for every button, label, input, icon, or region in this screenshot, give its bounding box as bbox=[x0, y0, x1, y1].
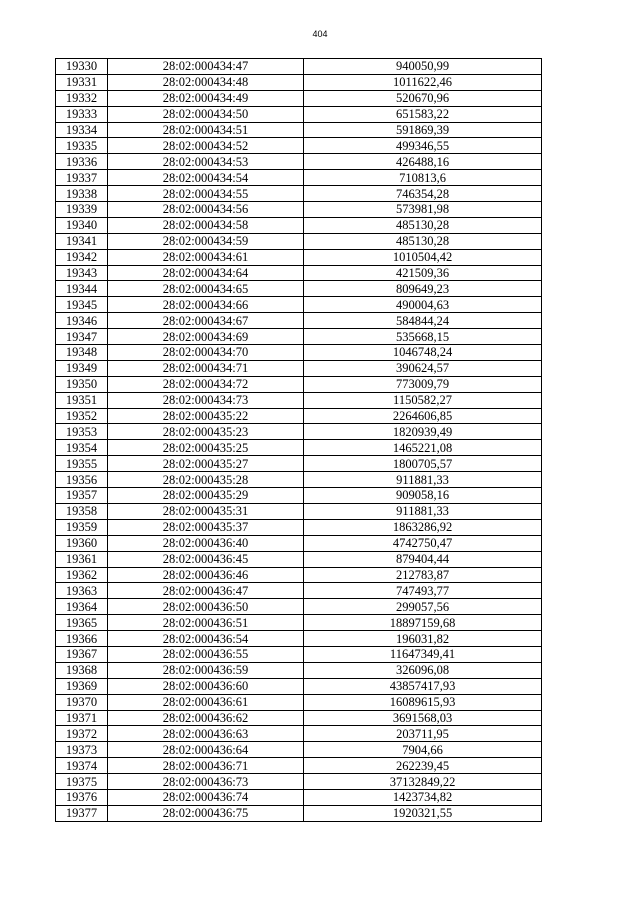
cadastral-number-cell: 28:02:000435:29 bbox=[108, 488, 304, 504]
row-number-cell: 19333 bbox=[56, 106, 108, 122]
cadastral-number-cell: 28:02:000436:59 bbox=[108, 662, 304, 678]
cadastral-value-cell: 262239,45 bbox=[304, 758, 542, 774]
table-row bbox=[56, 90, 542, 106]
row-number-cell: 19360 bbox=[56, 535, 108, 551]
table-row bbox=[56, 742, 542, 758]
cadastral-number-cell: 28:02:000436:55 bbox=[108, 646, 304, 662]
row-number-cell: 19334 bbox=[56, 122, 108, 138]
table-row bbox=[56, 503, 542, 519]
row-number-cell: 19367 bbox=[56, 646, 108, 662]
cadastral-number-cell: 28:02:000436:71 bbox=[108, 758, 304, 774]
cadastral-value-cell: 499346,55 bbox=[304, 138, 542, 154]
cadastral-number-cell: 28:02:000434:49 bbox=[108, 90, 304, 106]
cadastral-value-cell: 3691568,03 bbox=[304, 710, 542, 726]
cadastral-value-cell: 573981,98 bbox=[304, 202, 542, 218]
cadastral-number-cell: 28:02:000435:22 bbox=[108, 408, 304, 424]
table-row bbox=[56, 424, 542, 440]
cadastral-value-cell: 18897159,68 bbox=[304, 615, 542, 631]
cadastral-value-cell: 747493,77 bbox=[304, 583, 542, 599]
cadastral-number-cell: 28:02:000436:74 bbox=[108, 789, 304, 805]
cadastral-number-cell: 28:02:000434:73 bbox=[108, 392, 304, 408]
table-row bbox=[56, 392, 542, 408]
cadastral-number-cell: 28:02:000434:71 bbox=[108, 360, 304, 376]
cadastral-value-cell: 16089615,93 bbox=[304, 694, 542, 710]
table-row bbox=[56, 170, 542, 186]
cadastral-value-cell: 584844,24 bbox=[304, 313, 542, 329]
cadastral-number-cell: 28:02:000436:50 bbox=[108, 599, 304, 615]
row-number-cell: 19365 bbox=[56, 615, 108, 631]
table-row bbox=[56, 678, 542, 694]
row-number-cell: 19373 bbox=[56, 742, 108, 758]
table-row bbox=[56, 567, 542, 583]
table-row bbox=[56, 599, 542, 615]
cadastral-value-cell: 326096,08 bbox=[304, 662, 542, 678]
row-number-cell: 19366 bbox=[56, 631, 108, 647]
table-row bbox=[56, 186, 542, 202]
row-number-cell: 19331 bbox=[56, 74, 108, 90]
cadastral-value-cell: 746354,28 bbox=[304, 186, 542, 202]
cadastral-value-cell: 212783,87 bbox=[304, 567, 542, 583]
table-row bbox=[56, 805, 542, 821]
table-body bbox=[56, 59, 542, 822]
cadastral-number-cell: 28:02:000434:66 bbox=[108, 297, 304, 313]
cadastral-value-cell: 520670,96 bbox=[304, 90, 542, 106]
cadastral-number-cell: 28:02:000436:63 bbox=[108, 726, 304, 742]
cadastral-number-cell: 28:02:000435:23 bbox=[108, 424, 304, 440]
row-number-cell: 19374 bbox=[56, 758, 108, 774]
table-row bbox=[56, 615, 542, 631]
table-row bbox=[56, 154, 542, 170]
cadastral-number-cell: 28:02:000434:55 bbox=[108, 186, 304, 202]
cadastral-number-cell: 28:02:000434:70 bbox=[108, 345, 304, 361]
table-row bbox=[56, 281, 542, 297]
row-number-cell: 19340 bbox=[56, 217, 108, 233]
table-row bbox=[56, 774, 542, 790]
row-number-cell: 19347 bbox=[56, 329, 108, 345]
row-number-cell: 19363 bbox=[56, 583, 108, 599]
row-number-cell: 19361 bbox=[56, 551, 108, 567]
row-number-cell: 19350 bbox=[56, 376, 108, 392]
cadastral-number-cell: 28:02:000434:47 bbox=[108, 59, 304, 75]
row-number-cell: 19345 bbox=[56, 297, 108, 313]
page-number: 404 bbox=[312, 29, 328, 39]
cadastral-number-cell: 28:02:000434:69 bbox=[108, 329, 304, 345]
cadastral-number-cell: 28:02:000436:46 bbox=[108, 567, 304, 583]
cadastral-value-cell: 1863286,92 bbox=[304, 519, 542, 535]
cadastral-number-cell: 28:02:000436:45 bbox=[108, 551, 304, 567]
cadastral-value-cell: 1011622,46 bbox=[304, 74, 542, 90]
cadastral-value-cell: 1800705,57 bbox=[304, 456, 542, 472]
table-row bbox=[56, 297, 542, 313]
table-row bbox=[56, 488, 542, 504]
table-row bbox=[56, 551, 542, 567]
row-number-cell: 19337 bbox=[56, 170, 108, 186]
row-number-cell: 19375 bbox=[56, 774, 108, 790]
row-number-cell: 19364 bbox=[56, 599, 108, 615]
cadastral-number-cell: 28:02:000436:51 bbox=[108, 615, 304, 631]
cadastral-number-cell: 28:02:000436:60 bbox=[108, 678, 304, 694]
cadastral-number-cell: 28:02:000434:52 bbox=[108, 138, 304, 154]
cadastral-number-cell: 28:02:000435:31 bbox=[108, 503, 304, 519]
row-number-cell: 19343 bbox=[56, 265, 108, 281]
table-row bbox=[56, 535, 542, 551]
table-row bbox=[56, 345, 542, 361]
cadastral-number-cell: 28:02:000434:48 bbox=[108, 74, 304, 90]
cadastral-value-cell: 490004,63 bbox=[304, 297, 542, 313]
cadastral-value-cell: 203711,95 bbox=[304, 726, 542, 742]
row-number-cell: 19377 bbox=[56, 805, 108, 821]
table-row bbox=[56, 408, 542, 424]
cadastral-number-cell: 28:02:000436:61 bbox=[108, 694, 304, 710]
cadastral-number-cell: 28:02:000434:56 bbox=[108, 202, 304, 218]
cadastral-value-cell: 1150582,27 bbox=[304, 392, 542, 408]
cadastral-value-cell: 1046748,24 bbox=[304, 345, 542, 361]
row-number-cell: 19368 bbox=[56, 662, 108, 678]
cadastral-number-cell: 28:02:000436:54 bbox=[108, 631, 304, 647]
cadastral-value-cell: 591869,39 bbox=[304, 122, 542, 138]
row-number-cell: 19362 bbox=[56, 567, 108, 583]
row-number-cell: 19341 bbox=[56, 233, 108, 249]
table-row bbox=[56, 106, 542, 122]
cadastral-value-cell: 911881,33 bbox=[304, 503, 542, 519]
row-number-cell: 19358 bbox=[56, 503, 108, 519]
cadastral-value-cell: 390624,57 bbox=[304, 360, 542, 376]
cadastral-number-cell: 28:02:000435:37 bbox=[108, 519, 304, 535]
table-row bbox=[56, 313, 542, 329]
table-row bbox=[56, 249, 542, 265]
cadastral-value-cell: 940050,99 bbox=[304, 59, 542, 75]
cadastral-number-cell: 28:02:000434:65 bbox=[108, 281, 304, 297]
row-number-cell: 19372 bbox=[56, 726, 108, 742]
cadastral-value-cell: 1010504,42 bbox=[304, 249, 542, 265]
cadastral-number-cell: 28:02:000436:64 bbox=[108, 742, 304, 758]
cadastral-number-cell: 28:02:000434:53 bbox=[108, 154, 304, 170]
table-row bbox=[56, 694, 542, 710]
table-row bbox=[56, 646, 542, 662]
table-row bbox=[56, 138, 542, 154]
cadastral-value-cell: 1820939,49 bbox=[304, 424, 542, 440]
cadastral-value-cell: 11647349,41 bbox=[304, 646, 542, 662]
cadastral-number-cell: 28:02:000436:75 bbox=[108, 805, 304, 821]
cadastral-value-cell: 421509,36 bbox=[304, 265, 542, 281]
row-number-cell: 19370 bbox=[56, 694, 108, 710]
cadastral-number-cell: 28:02:000434:51 bbox=[108, 122, 304, 138]
cadastral-number-cell: 28:02:000436:62 bbox=[108, 710, 304, 726]
cadastral-value-cell: 2264606,85 bbox=[304, 408, 542, 424]
cadastral-value-cell: 299057,56 bbox=[304, 599, 542, 615]
cadastral-value-cell: 710813,6 bbox=[304, 170, 542, 186]
cadastral-value-cell: 1920321,55 bbox=[304, 805, 542, 821]
table-row bbox=[56, 59, 542, 75]
cadastral-value-cell: 535668,15 bbox=[304, 329, 542, 345]
row-number-cell: 19357 bbox=[56, 488, 108, 504]
cadastral-value-cell: 485130,28 bbox=[304, 217, 542, 233]
row-number-cell: 19336 bbox=[56, 154, 108, 170]
table-row bbox=[56, 519, 542, 535]
cadastral-value-cell: 43857417,93 bbox=[304, 678, 542, 694]
cadastral-value-table bbox=[55, 58, 542, 822]
row-number-cell: 19355 bbox=[56, 456, 108, 472]
cadastral-value-cell: 1465221,08 bbox=[304, 440, 542, 456]
table-row bbox=[56, 726, 542, 742]
row-number-cell: 19352 bbox=[56, 408, 108, 424]
table-row bbox=[56, 202, 542, 218]
table-row bbox=[56, 662, 542, 678]
table-row bbox=[56, 122, 542, 138]
row-number-cell: 19369 bbox=[56, 678, 108, 694]
row-number-cell: 19376 bbox=[56, 789, 108, 805]
row-number-cell: 19338 bbox=[56, 186, 108, 202]
row-number-cell: 19371 bbox=[56, 710, 108, 726]
row-number-cell: 19348 bbox=[56, 345, 108, 361]
cadastral-value-cell: 911881,33 bbox=[304, 472, 542, 488]
table-row bbox=[56, 583, 542, 599]
cadastral-value-cell: 37132849,22 bbox=[304, 774, 542, 790]
cadastral-number-cell: 28:02:000434:58 bbox=[108, 217, 304, 233]
row-number-cell: 19335 bbox=[56, 138, 108, 154]
row-number-cell: 19330 bbox=[56, 59, 108, 75]
table-row bbox=[56, 265, 542, 281]
table-row bbox=[56, 360, 542, 376]
row-number-cell: 19354 bbox=[56, 440, 108, 456]
cadastral-value-cell: 196031,82 bbox=[304, 631, 542, 647]
cadastral-number-cell: 28:02:000434:54 bbox=[108, 170, 304, 186]
row-number-cell: 19342 bbox=[56, 249, 108, 265]
row-number-cell: 19359 bbox=[56, 519, 108, 535]
table-row bbox=[56, 758, 542, 774]
cadastral-number-cell: 28:02:000435:28 bbox=[108, 472, 304, 488]
row-number-cell: 19351 bbox=[56, 392, 108, 408]
cadastral-value-cell: 7904,66 bbox=[304, 742, 542, 758]
cadastral-value-cell: 1423734,82 bbox=[304, 789, 542, 805]
cadastral-value-cell: 426488,16 bbox=[304, 154, 542, 170]
cadastral-value-cell: 773009,79 bbox=[304, 376, 542, 392]
cadastral-number-cell: 28:02:000436:47 bbox=[108, 583, 304, 599]
cadastral-number-cell: 28:02:000434:50 bbox=[108, 106, 304, 122]
table-row bbox=[56, 74, 542, 90]
table-row bbox=[56, 472, 542, 488]
table-row bbox=[56, 329, 542, 345]
row-number-cell: 19339 bbox=[56, 202, 108, 218]
table-row bbox=[56, 376, 542, 392]
cadastral-value-cell: 485130,28 bbox=[304, 233, 542, 249]
row-number-cell: 19349 bbox=[56, 360, 108, 376]
cadastral-number-cell: 28:02:000434:67 bbox=[108, 313, 304, 329]
cadastral-value-cell: 809649,23 bbox=[304, 281, 542, 297]
cadastral-value-cell: 4742750,47 bbox=[304, 535, 542, 551]
cadastral-number-cell: 28:02:000435:27 bbox=[108, 456, 304, 472]
cadastral-number-cell: 28:02:000436:73 bbox=[108, 774, 304, 790]
cadastral-value-cell: 909058,16 bbox=[304, 488, 542, 504]
table-row bbox=[56, 631, 542, 647]
table-row bbox=[56, 710, 542, 726]
row-number-cell: 19353 bbox=[56, 424, 108, 440]
table-row bbox=[56, 440, 542, 456]
cadastral-number-cell: 28:02:000434:72 bbox=[108, 376, 304, 392]
table-row bbox=[56, 233, 542, 249]
cadastral-number-cell: 28:02:000436:40 bbox=[108, 535, 304, 551]
row-number-cell: 19344 bbox=[56, 281, 108, 297]
cadastral-value-cell: 879404,44 bbox=[304, 551, 542, 567]
row-number-cell: 19346 bbox=[56, 313, 108, 329]
table-row bbox=[56, 789, 542, 805]
cadastral-number-cell: 28:02:000435:25 bbox=[108, 440, 304, 456]
row-number-cell: 19332 bbox=[56, 90, 108, 106]
table-row bbox=[56, 456, 542, 472]
cadastral-value-cell: 651583,22 bbox=[304, 106, 542, 122]
cadastral-number-cell: 28:02:000434:59 bbox=[108, 233, 304, 249]
row-number-cell: 19356 bbox=[56, 472, 108, 488]
cadastral-number-cell: 28:02:000434:61 bbox=[108, 249, 304, 265]
table-row bbox=[56, 217, 542, 233]
cadastral-number-cell: 28:02:000434:64 bbox=[108, 265, 304, 281]
